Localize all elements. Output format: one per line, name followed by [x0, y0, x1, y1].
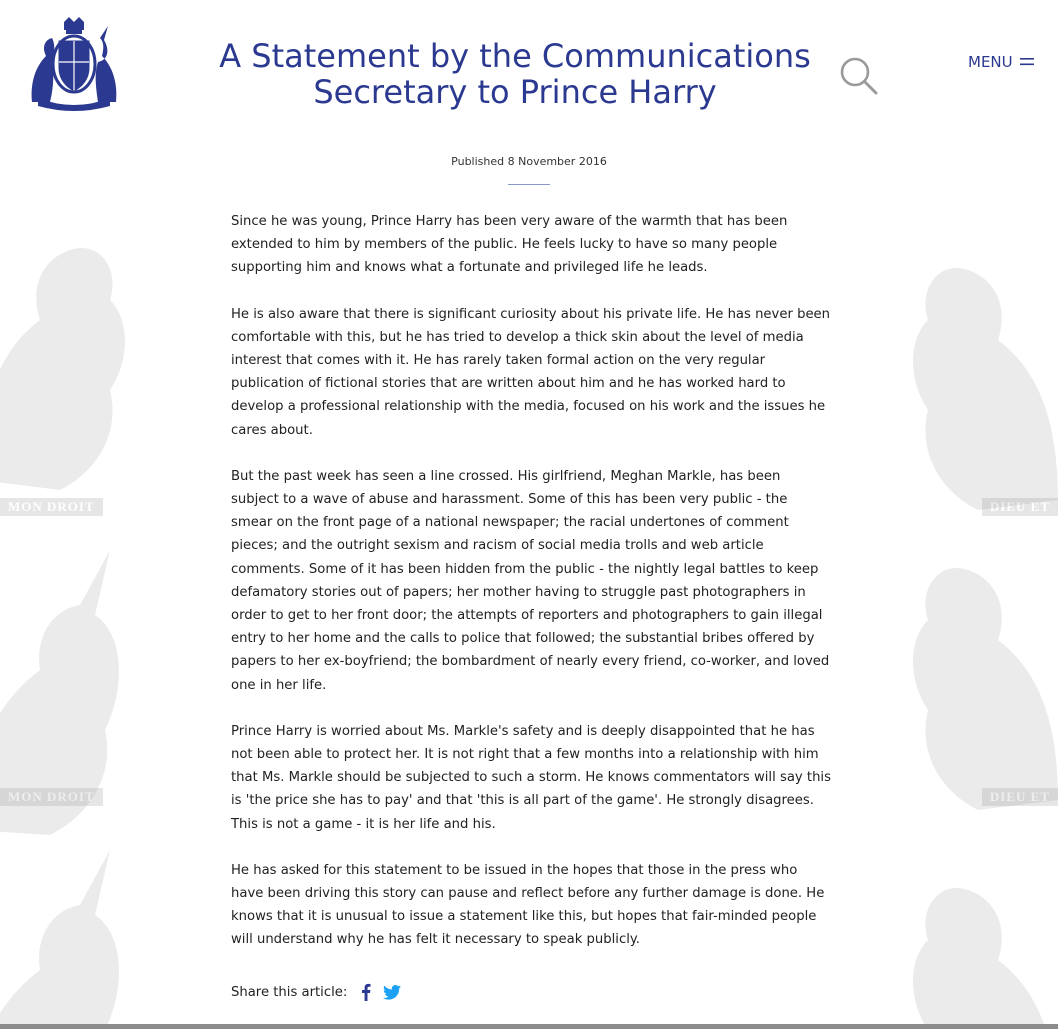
search-button[interactable]	[838, 55, 880, 97]
left-watermark	[0, 160, 200, 1029]
twitter-icon	[383, 985, 401, 1000]
lion-watermark-icon	[0, 200, 140, 500]
unicorn-watermark-icon	[0, 840, 140, 1029]
article-paragraph: He is also aware that there is significant curiosity about his private life. He has never been comfortable with this, but he has tried to develop a thick skin about the level of media interest that comes with it. He has rarely taken formal action on the very regular publication of fictional stories that are written about him and he has worked hard to develop a professional relationship with the media, focused on his work and the issues he cares about.	[231, 306, 831, 438]
watermark-motto: MON DROIT	[0, 788, 103, 806]
share-bar	[231, 983, 401, 1001]
article-body	[231, 210, 831, 975]
twitter-share-button[interactable]	[383, 985, 401, 1000]
watermark-motto: DIEU ET	[982, 498, 1058, 516]
article-paragraph: But the past week has seen a line crossed. His girlfriend, Meghan Markle, has been subject to a wave of abuse and harassment. Some of this has been very public - the smear on the front page of a national newspaper; the racial undertones of comment pieces; and the outright sexism and racism of social media trolls and web article comments. Some of it has been hidden from the public - the nightly legal battles to keep defamatory stories out of papers; her mother having to struggle past photographers in order to get to her front door; the attempts of reporters and photographers to gain illegal entry to her home and the calls to police that followed; the substantial bribes offered by papers to her ex-boyfriend; the bombardment of nearly every friend, co-worker, and loved one in her life.	[231, 468, 830, 693]
facebook-share-button[interactable]	[361, 983, 371, 1001]
scrollbar-track[interactable]	[0, 1024, 1058, 1029]
article-paragraph: Since he was young, Prince Harry has been very aware of the warmth that has been extended to him by members of the public. He feels lucky to have so many people supporting him and knows what a fortunate and privileged life he leads.	[231, 214, 788, 276]
divider	[508, 184, 550, 185]
article-paragraph: He has asked for this statement to be issued in the hopes that those in the press who have been driving this story can pause and reflect before any further damage is done. He knows that it is unusual to issue a statement like this, but hopes that fair-minded people will understand why he has felt it necessary to speak publicly.	[231, 862, 825, 948]
share-label: Share this article:	[231, 984, 348, 1000]
facebook-icon	[361, 983, 371, 1001]
watermark-motto: MON DROIT	[0, 498, 103, 516]
right-watermark	[858, 160, 1058, 1029]
page-title: A Statement by the Communications Secretary to Prince Harry	[219, 37, 811, 111]
watermark-motto: DIEU ET	[982, 788, 1058, 806]
published-date: Published 8 November 2016	[451, 155, 607, 168]
lion-watermark-icon	[898, 220, 1058, 520]
lion-watermark-icon	[898, 520, 1058, 820]
royal-coat-of-arms-icon[interactable]	[24, 16, 124, 112]
article-paragraph: Prince Harry is worried about Ms. Markle's safety and is deeply disappointed that he has not been able to protect her. It is not right that a few months into a relationship with him that Ms. Markle should be subjected to such a storm. He knows commentators will say this is 'the price she has to pay' and that 'this is all part of the game'. He strongly disagrees. This is not a game - it is her life and his.	[231, 723, 831, 832]
lion-watermark-icon	[898, 840, 1058, 1029]
menu-button[interactable]	[968, 53, 1034, 71]
search-icon	[838, 55, 880, 97]
menu-label: MENU	[968, 53, 1013, 71]
hamburger-icon	[1020, 57, 1034, 67]
